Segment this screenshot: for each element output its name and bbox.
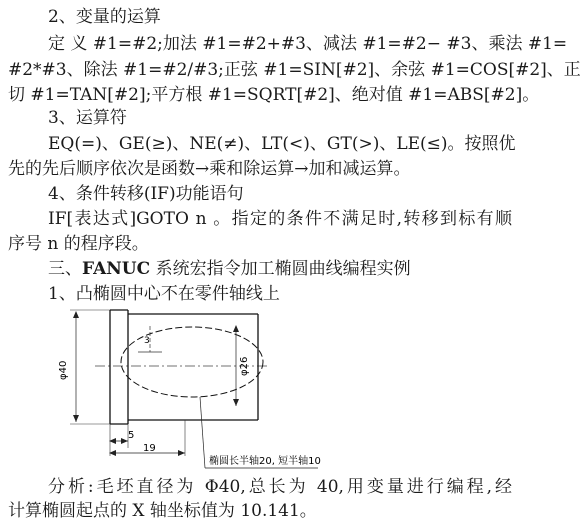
dim-label-offset: 3 bbox=[144, 336, 150, 346]
ellipse-part-drawing bbox=[0, 296, 516, 474]
dim-label-5: 5 bbox=[128, 430, 135, 441]
section-heading-if-goto: 4、条件转移(IF)功能语句 bbox=[48, 184, 244, 204]
dim-label-19: 19 bbox=[143, 443, 156, 454]
paragraph-line: 定 义 #1=#2;加法 #1=#2+#3、减法 #1=#2− #3、乘法 #1= bbox=[48, 34, 568, 54]
paragraph-line: #2*#3、除法 #1=#2/#3;正弦 #1=SIN[#2]、余弦 #1=COS[#2]、正 bbox=[8, 60, 581, 80]
dim-label-phi26: φ26 bbox=[239, 356, 250, 376]
analysis-line: 计算椭圆起点的 X 轴坐标值为 10.141。 bbox=[8, 501, 317, 521]
part-heading-prefix: 三、 bbox=[48, 259, 82, 279]
paragraph-line: 先的先后顺序依次是函数→乘和除运算→加和减运算。 bbox=[8, 159, 411, 179]
section-heading-variable-ops: 2、变量的运算 bbox=[48, 7, 161, 27]
drawing-canvas bbox=[0, 296, 516, 474]
ellipse-axes-note: 椭圆长半轴20, 短半轴10 bbox=[209, 456, 321, 467]
paragraph-line: IF[表达式]GOTO n 。指定的条件不满足时,转移到标有顺 bbox=[48, 209, 512, 229]
paragraph-line: EQ(=)、GE(≥)、NE(≠)、LT(<)、GT(>)、LE(≤)。按照优 bbox=[48, 134, 516, 154]
paragraph-line: 序号 n 的程序段。 bbox=[8, 234, 149, 254]
paragraph-line: 切 #1=TAN[#2];平方根 #1=SQRT[#2]、绝对值 #1=ABS[#2]。 bbox=[8, 85, 540, 105]
note-leader bbox=[200, 397, 205, 468]
section-heading-operators: 3、运算符 bbox=[48, 108, 127, 128]
part-heading bbox=[48, 258, 564, 280]
dim-label-phi40: φ40 bbox=[58, 360, 69, 380]
part-heading-rest: 系统宏指令加工椭圆曲线编程实例 bbox=[150, 259, 411, 279]
part-heading-brand: FANUC bbox=[82, 259, 151, 279]
analysis-line: 分析:毛坯直径为 Φ40,总长为 40,用变量进行编程,经 bbox=[48, 477, 512, 497]
subsection-heading: 1、凸椭圆中心不在零件轴线上 bbox=[48, 284, 280, 304]
